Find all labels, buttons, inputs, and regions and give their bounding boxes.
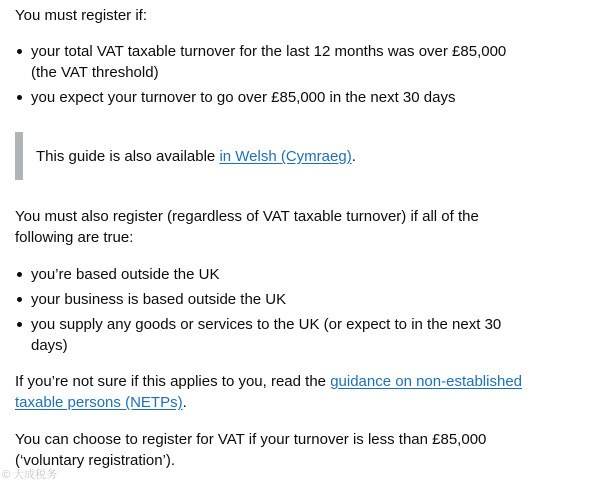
bullet-icon	[17, 297, 22, 302]
watermark: © 大成税务	[2, 469, 58, 481]
list-item	[15, 264, 535, 285]
list-item-text: you supply any goods or services to the UK (or expect to in the next 30 days)	[31, 316, 502, 354]
bullet-icon	[17, 322, 22, 327]
netp-guidance-link[interactable]: guidance on non-established taxable persons (NETPs)	[15, 373, 523, 411]
list-item	[15, 289, 535, 310]
list-item-text: your business is based outside the UK	[31, 291, 287, 308]
list-item	[15, 314, 535, 356]
bullet-icon	[17, 95, 22, 100]
inset-paragraph	[36, 146, 356, 167]
list-item	[15, 41, 535, 83]
register-conditions-list	[15, 41, 535, 112]
bullet-icon	[17, 49, 22, 54]
inset-text-before: This guide is also available	[36, 148, 220, 165]
list-item-text: your total VAT taxable turnover for the last 12 months was over £85,000 (the VAT threshold)	[31, 43, 507, 81]
welsh-guide-link[interactable]: in Welsh (Cymraeg)	[219, 148, 352, 165]
list-item-text: you’re based outside the UK	[31, 266, 220, 283]
bullet-icon	[17, 272, 22, 277]
also-register-conditions-list	[15, 264, 535, 360]
inset-text-after: .	[351, 148, 356, 165]
voluntary-registration-text: You can choose to register for VAT if your turnover is less than £85,000 (‘voluntary registration’).	[15, 431, 487, 469]
also-register-text: You must also register (regardless of VAT taxable turnover) if all of the following are true:	[15, 208, 479, 246]
netp-text-before: If you’re not sure if this applies to you, read the	[15, 373, 331, 390]
list-item	[15, 87, 535, 108]
list-item-text: you expect your turnover to go over £85,000 in the next 30 days	[31, 89, 456, 106]
intro-text: You must register if:	[15, 7, 148, 24]
inset-text	[15, 132, 523, 180]
netp-guidance-text	[15, 371, 535, 413]
netp-text-after: .	[182, 394, 187, 411]
